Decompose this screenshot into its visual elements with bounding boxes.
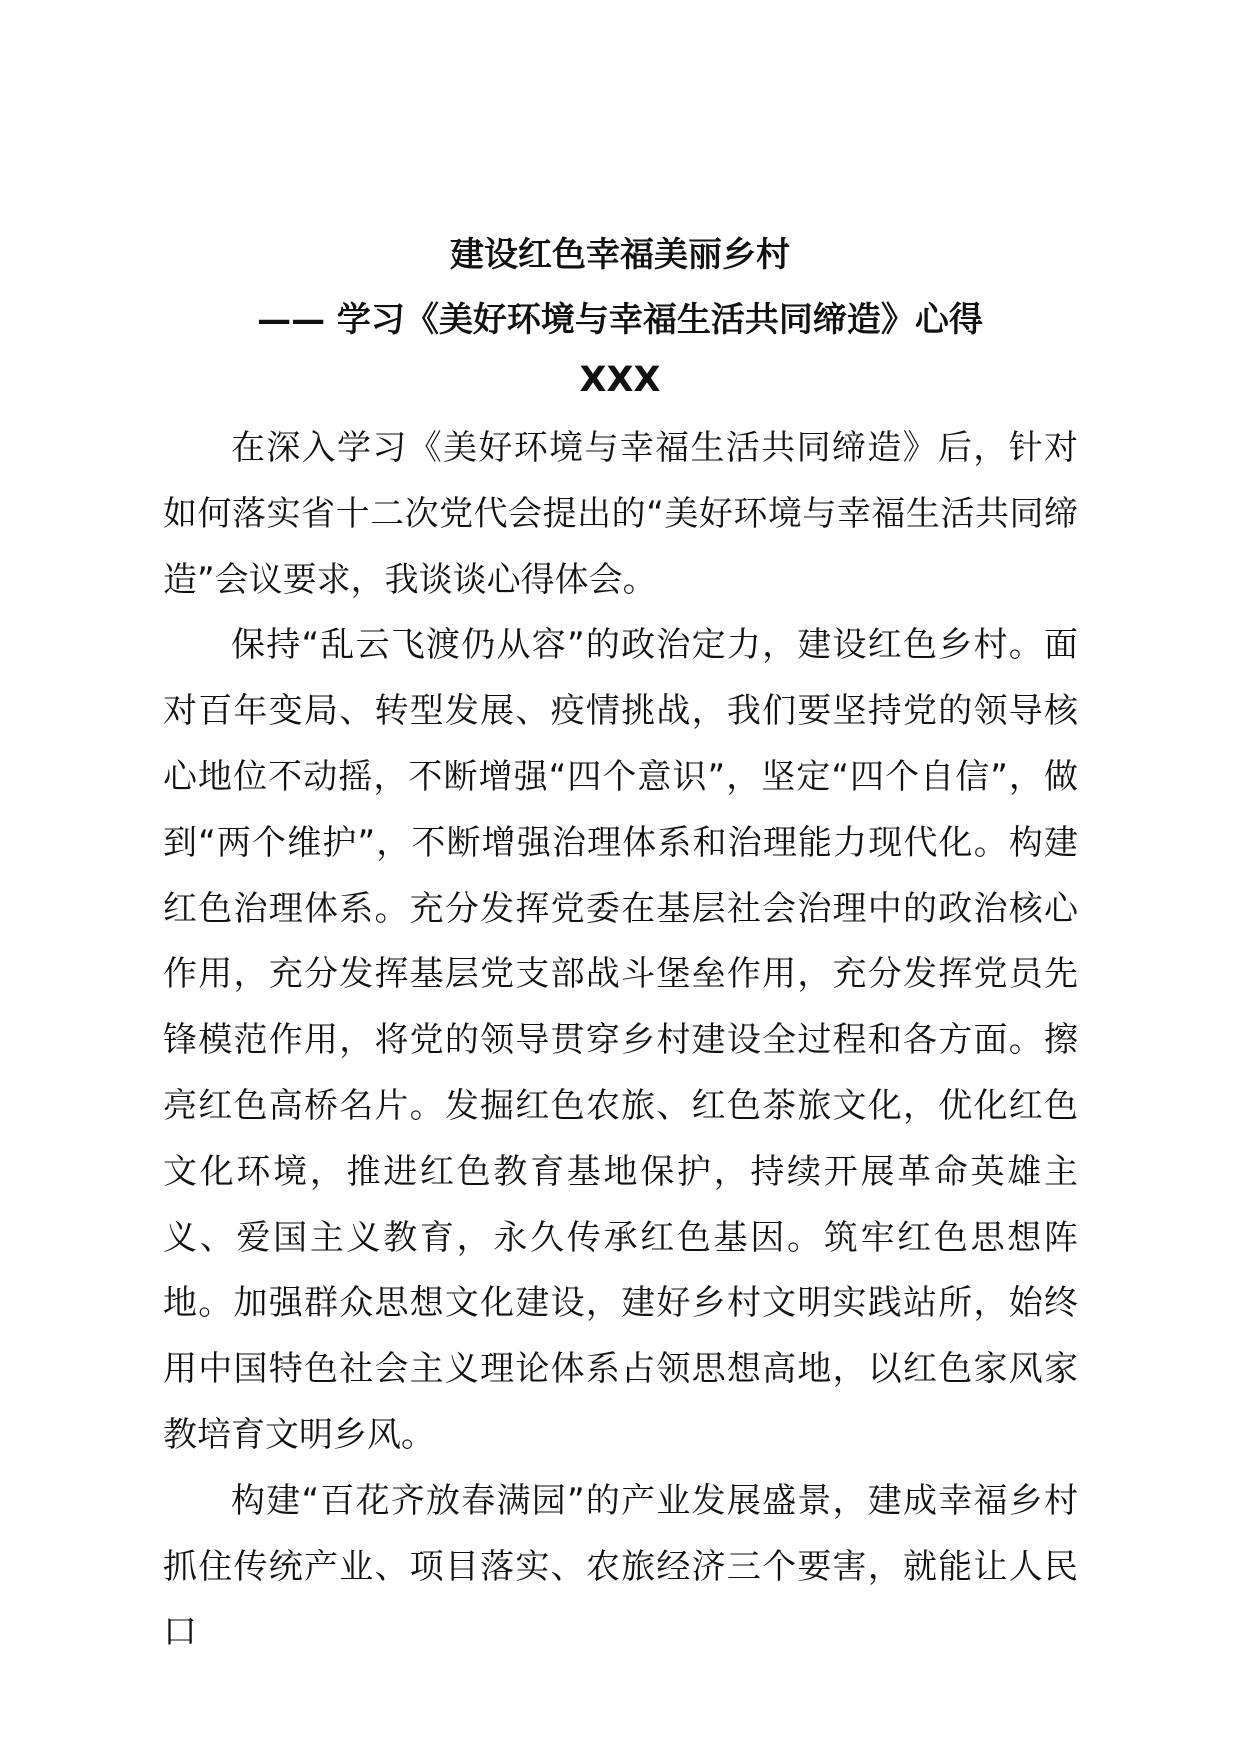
document-subtitle: —— 学习《美好环境与幸福生活共同缔造》心得: [257, 300, 983, 340]
paragraph-red-village: 保持“乱云飞渡仍从容”的政治定力，建设红色乡村。面对百年变局、转型发展、疫情挑战，我们要坚持党的领导核心地位不动摇，不断增强“四个意识”，坚定“四个自信”，做到“两个维护”，不断增强治理体系和治理能力现代化。构建红色治理体系。充分发挥党委在基层社会治理中的政治核心作用，充分发挥基层党支部战斗堡垒作用，充分发挥党员先锋模范作用，将党的领导贯穿乡村建设全过程和各方面。擦亮红色高桥名片。发掘红色农旅、红色茶旅文化，优化红色文化环境，推进红色教育基地保护，持续开展革命英雄主义、爱国主义教育，永久传承红色基因。筑牢红色思想阵地。加强群众思想文化建设，建好乡村文明实践站所，始终用中国特色社会主义理论体系占领思想高地，以红色家风家教培育文明乡风。: [163, 625, 1078, 1455]
paragraph-intro: 在深入学习《美好环境与幸福生活共同缔造》后，针对如何落实省十二次党代会提出的“美好环境与幸福生活共同缔造”会议要求，我谈谈心得体会。: [163, 428, 1078, 600]
document-author: XXX: [579, 360, 661, 400]
document-title: 建设红色幸福美丽乡村: [450, 235, 790, 275]
paragraph-industry: 构建“百花齐放春满园”的产业发展盛景，建成幸福乡村抓住传统产业、项目落实、农旅经济三个要害，就能让人民口: [163, 1480, 1078, 1653]
document-body: [163, 416, 1078, 1666]
